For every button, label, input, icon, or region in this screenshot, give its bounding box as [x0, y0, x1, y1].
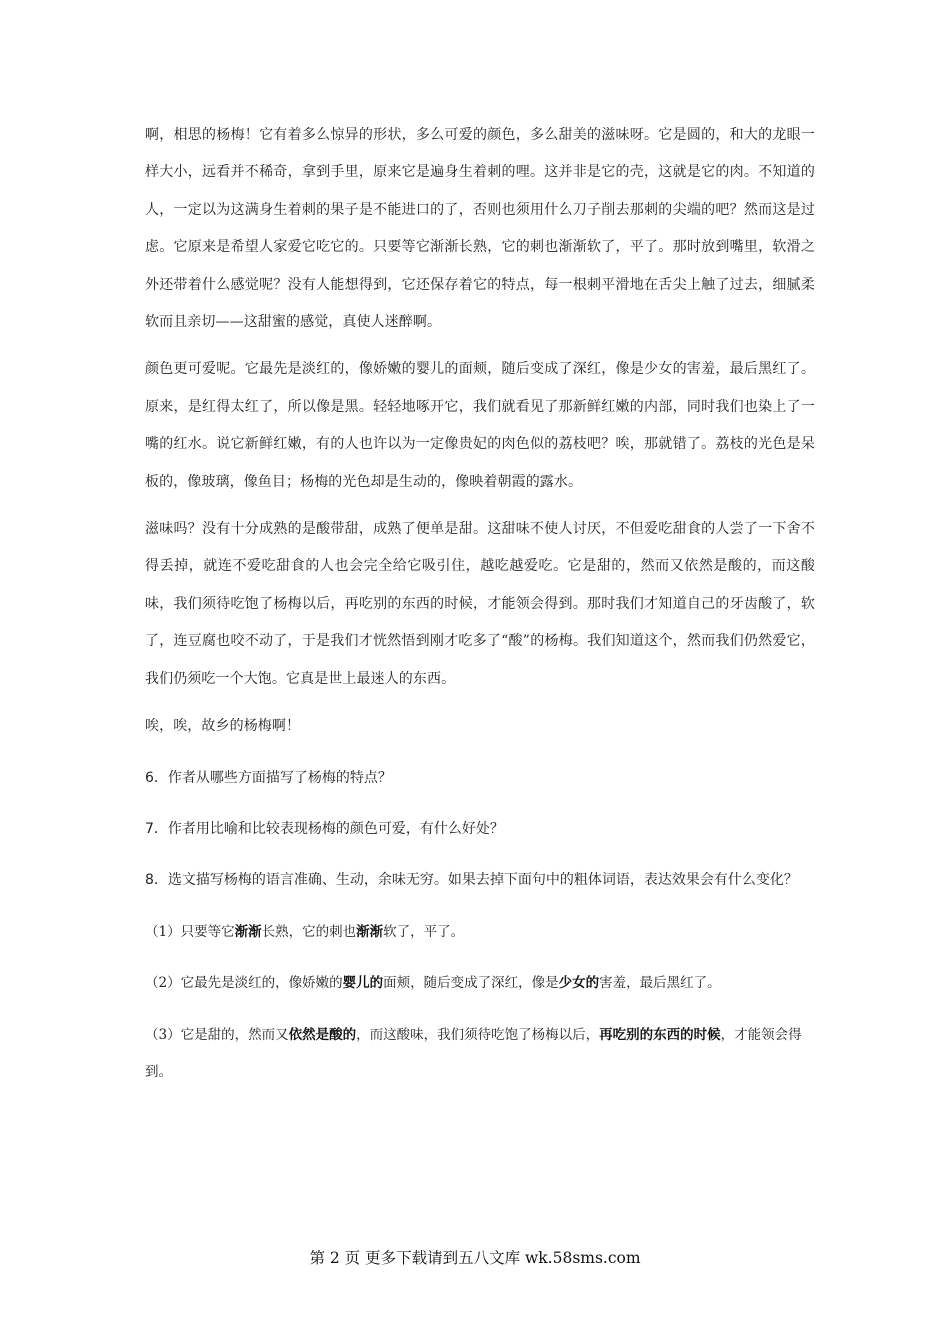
question-6: 6．作者从哪些方面描写了杨梅的特点？ [145, 769, 392, 786]
sub-question-1-bold-2: 渐渐 [356, 923, 384, 940]
passage-paragraph-2: 颜色更可爱呢。它最先是淡红的，像娇嫩的婴儿的面颊，随后变成了深红，像是少女的害羞，最后黑红了。原来，是红得太红了，所以像是黑。轻轻地啄开它，我们就看见了那新鲜红嫩的内部，同时我们也染上了一嘴的红水。说它新鲜红嫩，有的人也许以为一定像贵妃的肉色似的荔枝吧？唉，那就错了。荔枝的光色是呆板的，像玻璃，像鱼目；杨梅的光色却是生动的，像映着朝霞的露水。 [145, 361, 815, 490]
sub-question-2-text-c: 面颊，随后变成了深红，像是 [383, 975, 559, 992]
sub-question-3-text-c: ，而这酸味，我们须待吃饱了杨梅以后， [356, 1026, 600, 1043]
sub-question-2-text-d: 害羞，最后黑红了。 [599, 975, 721, 992]
page-footer: 第 2 页 更多下载请到五八文库 wk.58sms.com [309, 1249, 641, 1267]
question-7: 7．作者用比喻和比较表现杨梅的颜色可爱，有什么好处？ [145, 820, 504, 837]
sub-question-3-bold-2: 再吃别的东西的时候 [599, 1026, 721, 1043]
sub-question-2-bold-2: 少女的 [558, 975, 600, 992]
passage-paragraph-3: 滋味吗？没有十分成熟的是酸带甜，成熟了便单是甜。这甜味不使人讨厌，不但爱吃甜食的人尝了一下舍不得丢掉，就连不爱吃甜食的人也会完全给它吸引住，越吃越爱吃。它是甜的，然而又依然是酸的，而这酸味，我们须待吃饱了杨梅以后，再吃别的东西的时候，才能领会得到。那时我们才知道自己的牙齿酸了，软了，连豆腐也咬不动了，于是我们才恍然悟到刚才吃多了“酸”的杨梅。我们知道这个，然而我们仍然爱它，我们仍须吃一个大饱。它真是世上最迷人的东西。 [145, 521, 815, 687]
sub-question-3 [145, 1017, 815, 1092]
question-8: 8．选文描写杨梅的语言准确、生动，余味无穷。如果去掉下面句中的粗体词语，表达效果会有什么变化？ [145, 872, 798, 889]
passage-paragraph-4: 唉，唉，故乡的杨梅啊！ [145, 718, 301, 735]
passage-paragraph-1: 啊，相思的杨梅！它有着多么惊异的形状，多么可爱的颜色，多么甜美的滋味呀。它是圆的，和大的龙眼一样大小，远看并不稀奇，拿到手里，原来它是遍身生着刺的哩。这并非是它的壳，这就是它的肉。不知道的人，一定以为这满身生着刺的果子是不能进口的了，否则也须用什么刀子削去那刺的尖端的吧？然而这是过虑。它原来是希望人家爱它吃它的。只要等它渐渐长熟，它的刺也渐渐软了，平了。那时放到嘴里，软滑之外还带着什么感觉呢？没有人能想得到，它还保存着它的特点，每一根刺平滑地在舌尖上触了过去，细腻柔软而且亲切——这甜蜜的感觉，真使人迷醉啊。 [145, 127, 815, 331]
sub-question-1 [145, 914, 815, 951]
sub-question-1-text-d: 软了，平了。 [383, 923, 465, 940]
sub-question-2-text-a: （2）它最先是淡红的，像娇嫩的 [145, 975, 343, 992]
sub-question-3-bold-1: 依然是酸的 [288, 1026, 357, 1043]
sub-question-3-text-d: ，才能领会得到。 [145, 1026, 802, 1080]
sub-question-2 [145, 965, 815, 1002]
sub-question-3-text-a: （3）它是甜的，然而又 [145, 1026, 289, 1043]
sub-question-1-text-c: 长熟，它的刺也 [261, 923, 357, 940]
sub-question-1-text-a: （1）只要等它 [145, 923, 235, 940]
sub-question-1-bold-1: 渐渐 [234, 923, 262, 940]
document-body [145, 117, 815, 1105]
sub-question-2-bold-1: 婴儿的 [342, 975, 384, 992]
